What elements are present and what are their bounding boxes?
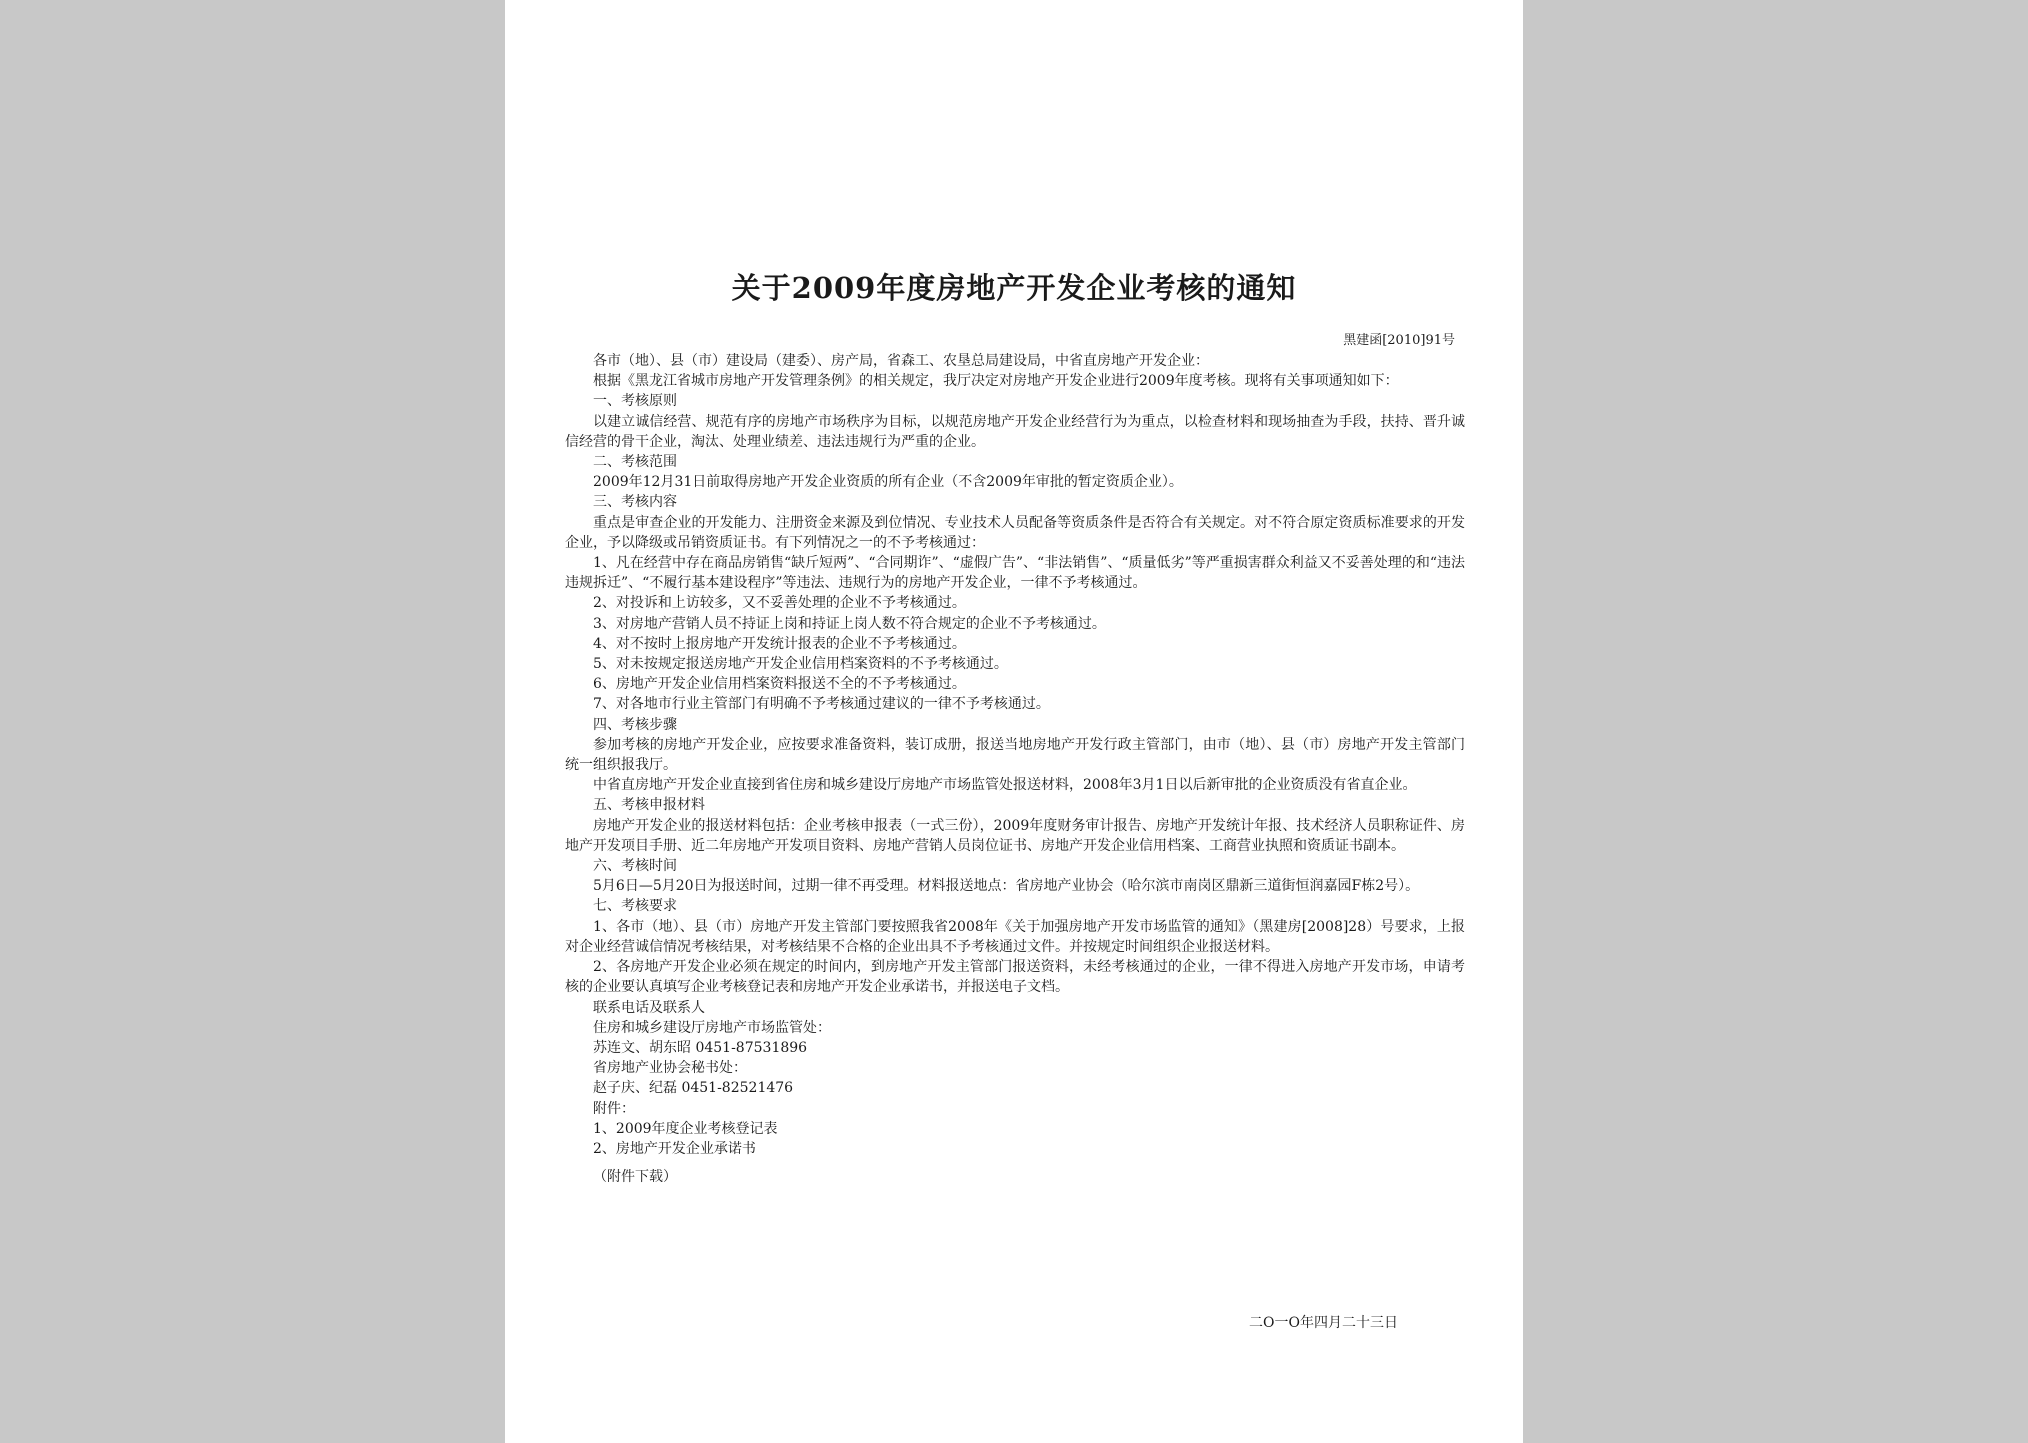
paragraph: 参加考核的房地产开发企业，应按要求准备资料，装订成册，报送当地房地产开发行政主管部门，由市（地）、县（市）房地产开发主管部门统一组织报我厅。 — [565, 736, 1465, 774]
paragraph: 房地产开发企业的报送材料包括：企业考核申报表（一式三份），2009年度财务审计报告、房地产开发统计年报、技术经济人员职称证件、房地产开发项目手册、近二年房地产开发项目资料、房地产营销人员岗位证书、房地产开发企业信用档案、工商营业执照和资质证书副本。 — [565, 817, 1465, 854]
document-number: 黑建函[2010]91号 — [1343, 333, 1455, 348]
list-item: 6、房地产开发企业信用档案资料报送不全的不予考核通过。 — [593, 676, 966, 693]
attachment-item: 2、房地产开发企业承诺书 — [593, 1140, 756, 1157]
document-body — [565, 351, 1465, 1187]
attachment-item: 1、2009年度企业考核登记表 — [593, 1120, 778, 1137]
list-item: 7、对各地市行业主管部门有明确不予考核通过建议的一律不予考核通过。 — [593, 696, 1050, 713]
list-item: 3、对房地产营销人员不持证上岗和持证上岗人数不符合规定的企业不予考核通过。 — [593, 615, 1106, 632]
contact-line: 住房和城乡建设厅房地产市场监管处： — [593, 1019, 831, 1036]
list-item: 1、各市（地）、县（市）房地产开发主管部门要按照我省2008年《关于加强房地产开发市场监管的通知》（黑建房[2008]28）号要求，上报对企业经营诚信情况考核结果，对考核结果不合格的企业出具不予考核通过文件。并按规定时间组织企业报送材料。 — [565, 918, 1465, 955]
paragraph: 以建立诚信经营、规范有序的房地产市场秩序为目标，以规范房地产开发企业经营行为为重点，以检查材料和现场抽查为手段，扶持、晋升诚信经营的骨干企业，淘汰、处理业绩差、违法违规行为严重的企业。 — [565, 413, 1465, 450]
attachment-download-note: （附件下载） — [593, 1169, 677, 1186]
attachments-heading: 附件： — [593, 1100, 635, 1117]
contact-heading: 联系电话及联系人 — [593, 999, 705, 1016]
document-title: 关于2009年度房地产开发企业考核的通知 — [731, 271, 1297, 305]
document-page — [505, 0, 1523, 1443]
paragraph: 5月6日—5月20日为报送时间，过期一律不再受理。材料报送地点：省房地产业协会（哈尔滨市南岗区鼎新三道街恒润嘉园F栋2号）。 — [593, 878, 1420, 895]
contact-line: 赵子庆、纪磊 0451-82521476 — [593, 1080, 794, 1097]
section-heading: 三、考核内容 — [593, 494, 677, 511]
paragraph: 2009年12月31日前取得房地产开发企业资质的所有企业（不含2009年审批的暂定资质企业）。 — [593, 474, 1183, 491]
paragraph: 中省直房地产开发企业直接到省住房和城乡建设厅房地产市场监管处报送材料，2008年3月1日以后新审批的企业资质没有省直企业。 — [593, 777, 1417, 794]
document-date: 二O一O年四月二十三日 — [1249, 1315, 1398, 1331]
list-item: 1、凡在经营中存在商品房销售“缺斤短两”、“合同期诈”、“虚假广告”、“非法销售”、“质量低劣”等严重损害群众利益又不妥善处理的和“违法违规拆迁”、“不履行基本建设程序”等违法、违规行为的房地产开发企业，一律不予考核通过。 — [565, 555, 1465, 592]
section-heading: 二、考核范围 — [593, 454, 677, 471]
list-item: 2、对投诉和上访较多，又不妥善处理的企业不予考核通过。 — [593, 595, 966, 612]
section-heading: 六、考核时间 — [593, 858, 677, 875]
list-item: 4、对不按时上报房地产开发统计报表的企业不予考核通过。 — [593, 635, 966, 652]
section-heading: 五、考核申报材料 — [593, 797, 705, 814]
spacer — [565, 1159, 1465, 1167]
list-item: 2、各房地产开发企业必须在规定的时间内，到房地产开发主管部门报送资料，未经考核通过的企业，一律不得进入房地产开发市场，申请考核的企业要认真填写企业考核登记表和房地产开发企业承诺书，并报送电子文档。 — [565, 959, 1465, 996]
list-item: 5、对未按规定报送房地产开发企业信用档案资料的不予考核通过。 — [593, 656, 1008, 673]
section-heading: 四、考核步骤 — [593, 716, 677, 733]
paragraph: 重点是审查企业的开发能力、注册资金来源及到位情况、专业技术人员配备等资质条件是否符合有关规定。对不符合原定资质标准要求的开发企业，予以降级或吊销资质证书。有下列情况之一的不予考核通过： — [565, 514, 1465, 551]
contact-line: 省房地产业协会秘书处： — [593, 1060, 747, 1077]
section-heading: 一、考核原则 — [593, 393, 677, 410]
section-heading: 七、考核要求 — [593, 898, 677, 915]
contact-line: 苏连文、胡东昭 0451-87531896 — [593, 1039, 808, 1056]
paragraph: 根据《黑龙江省城市房地产开发管理条例》的相关规定，我厅决定对房地产开发企业进行2009年度考核。现将有关事项通知如下： — [593, 373, 1399, 390]
paragraph: 各市（地）、县（市）建设局（建委）、房产局，省森工、农垦总局建设局，中省直房地产开发企业： — [593, 353, 1209, 369]
